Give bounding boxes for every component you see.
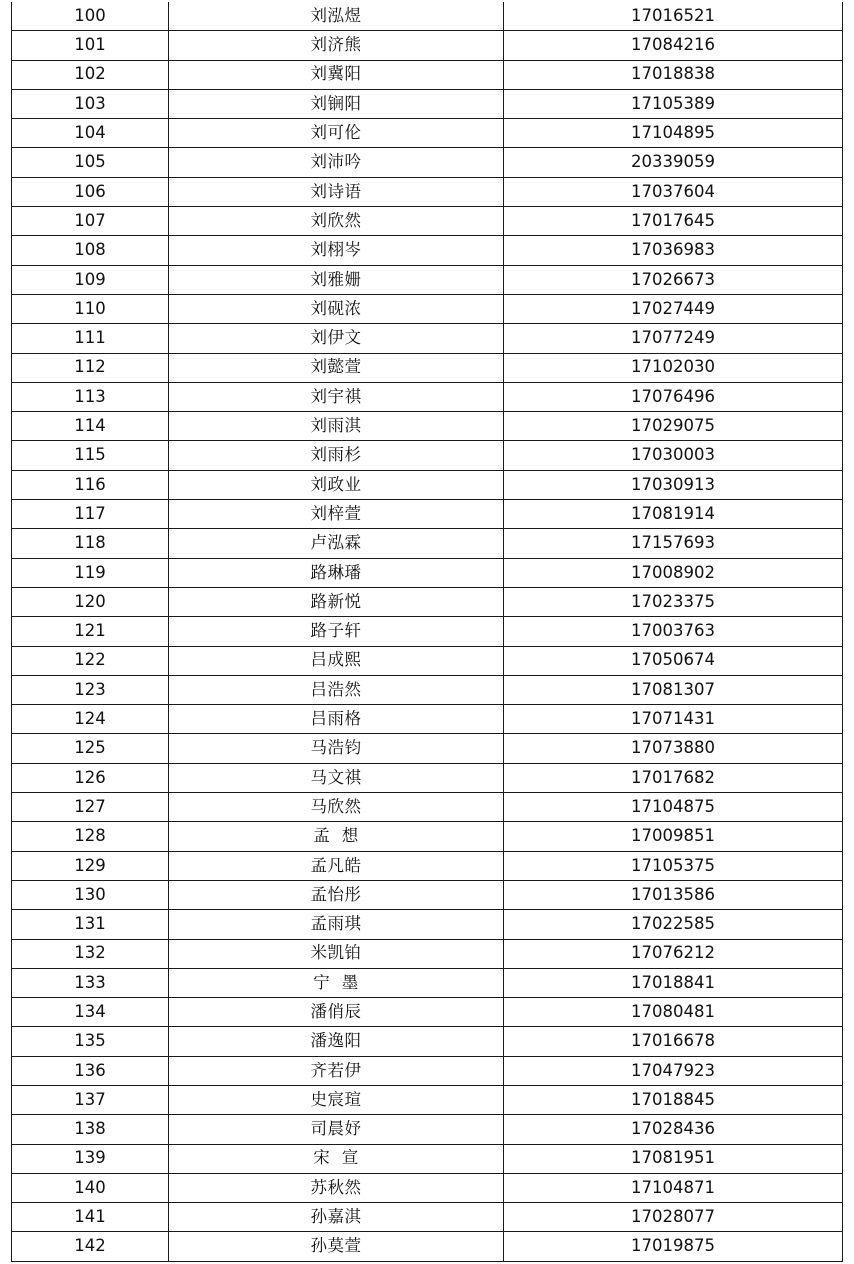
row-number-cell: 100 [12,2,169,31]
student-id-cell: 17013586 [504,880,843,909]
row-number-cell: 129 [12,851,169,880]
table-row [12,880,843,909]
table-row [12,617,843,646]
row-number-cell: 113 [12,382,169,411]
student-name-cell: 孟怡彤 [169,880,504,909]
row-number-cell: 118 [12,529,169,558]
student-id-cell: 17003763 [504,617,843,646]
student-name-cell: 刘雨杉 [169,441,504,470]
table-row [12,148,843,177]
row-number-cell: 135 [12,1027,169,1056]
student-id-cell: 17076496 [504,382,843,411]
student-id-cell: 17022585 [504,910,843,939]
student-id-cell: 17076212 [504,939,843,968]
row-number-cell: 123 [12,675,169,704]
row-number-cell: 110 [12,294,169,323]
student-id-cell: 17073880 [504,734,843,763]
row-number-cell: 106 [12,177,169,206]
table-row [12,412,843,441]
student-id-cell: 17157693 [504,529,843,558]
student-id-cell: 17036983 [504,236,843,265]
row-number-cell: 134 [12,998,169,1027]
student-name-cell: 孙莫萱 [169,1232,504,1261]
table-row [12,675,843,704]
student-name-cell: 潘逸阳 [169,1027,504,1056]
row-number-cell: 124 [12,705,169,734]
row-number-cell: 107 [12,207,169,236]
table-row [12,1027,843,1056]
table-row [12,500,843,529]
table-row [12,60,843,89]
row-number-cell: 114 [12,412,169,441]
student-id-cell: 17028077 [504,1203,843,1232]
row-number-cell: 142 [12,1232,169,1261]
row-number-cell: 115 [12,441,169,470]
table-row [12,558,843,587]
table-row [12,793,843,822]
student-name-cell: 刘泓煜 [169,2,504,31]
student-id-cell: 17018845 [504,1085,843,1114]
row-number-cell: 104 [12,119,169,148]
table-row [12,324,843,353]
student-id-cell: 17018838 [504,60,843,89]
table-row [12,441,843,470]
student-name-cell: 马文祺 [169,763,504,792]
student-name-cell: 齐若伊 [169,1056,504,1085]
student-id-cell: 17071431 [504,705,843,734]
row-number-cell: 119 [12,558,169,587]
table-row [12,294,843,323]
student-name-cell: 刘可伦 [169,119,504,148]
student-name-cell: 刘栩岑 [169,236,504,265]
student-id-cell: 17016678 [504,1027,843,1056]
student-name-cell: 米凯铂 [169,939,504,968]
table-row [12,1203,843,1232]
student-id-cell: 17037604 [504,177,843,206]
student-id-cell: 17026673 [504,265,843,294]
student-name-cell: 刘砚浓 [169,294,504,323]
row-number-cell: 131 [12,910,169,939]
table-row [12,734,843,763]
table-row [12,2,843,31]
row-number-cell: 127 [12,793,169,822]
row-number-cell: 117 [12,500,169,529]
student-name-cell: 刘懿萱 [169,353,504,382]
table-row [12,705,843,734]
student-id-cell: 17104895 [504,119,843,148]
table-row [12,1144,843,1173]
table-row [12,1115,843,1144]
table-row [12,763,843,792]
student-name-cell: 孟凡皓 [169,851,504,880]
table-row [12,529,843,558]
row-number-cell: 140 [12,1173,169,1202]
student-name-cell: 路新悦 [169,587,504,616]
row-number-cell: 133 [12,968,169,997]
student-name-cell: 刘雅姗 [169,265,504,294]
table-row [12,939,843,968]
table-row [12,177,843,206]
student-name-cell: 马欣然 [169,793,504,822]
student-name-cell: 刘锎阳 [169,89,504,118]
table-body [12,2,843,1261]
table-row [12,470,843,499]
row-number-cell: 101 [12,31,169,60]
student-name-cell: 刘宇祺 [169,382,504,411]
table-row [12,119,843,148]
student-id-cell: 17029075 [504,412,843,441]
table-row [12,968,843,997]
student-id-cell: 17019875 [504,1232,843,1261]
row-number-cell: 105 [12,148,169,177]
row-number-cell: 141 [12,1203,169,1232]
student-id-cell: 17104871 [504,1173,843,1202]
student-name-cell: 刘诗语 [169,177,504,206]
table-row [12,382,843,411]
table-row [12,822,843,851]
table-row [12,353,843,382]
row-number-cell: 137 [12,1085,169,1114]
row-number-cell: 120 [12,587,169,616]
student-id-cell: 17105375 [504,851,843,880]
student-name-cell: 吕雨格 [169,705,504,734]
student-id-cell: 17030003 [504,441,843,470]
student-name-cell: 刘冀阳 [169,60,504,89]
student-name-cell: 刘政业 [169,470,504,499]
table-row [12,1173,843,1202]
student-id-cell: 17008902 [504,558,843,587]
student-id-cell: 17027449 [504,294,843,323]
row-number-cell: 116 [12,470,169,499]
student-name-cell: 刘济熊 [169,31,504,60]
table-row [12,31,843,60]
table-row [12,1232,843,1261]
student-name-cell: 路子轩 [169,617,504,646]
student-id-cell: 17102030 [504,353,843,382]
table-row [12,998,843,1027]
row-number-cell: 111 [12,324,169,353]
student-name-cell: 孟 想 [169,822,504,851]
student-id-cell: 17030913 [504,470,843,499]
row-number-cell: 128 [12,822,169,851]
row-number-cell: 121 [12,617,169,646]
student-id-cell: 17016521 [504,2,843,31]
student-name-cell: 刘伊文 [169,324,504,353]
student-name-cell: 吕成熙 [169,646,504,675]
student-name-cell: 刘欣然 [169,207,504,236]
student-name-cell: 刘梓萱 [169,500,504,529]
student-name-cell: 卢泓霖 [169,529,504,558]
student-id-cell: 17104875 [504,793,843,822]
student-name-cell: 路琳璠 [169,558,504,587]
row-number-cell: 112 [12,353,169,382]
table-row [12,89,843,118]
student-id-cell: 17028436 [504,1115,843,1144]
student-name-cell: 马浩钧 [169,734,504,763]
table-row [12,910,843,939]
student-id-cell: 17050674 [504,646,843,675]
student-id-cell: 17017645 [504,207,843,236]
row-number-cell: 132 [12,939,169,968]
table-row [12,646,843,675]
student-id-cell: 17023375 [504,587,843,616]
table-row [12,587,843,616]
student-id-cell: 17018841 [504,968,843,997]
student-name-cell: 宁 墨 [169,968,504,997]
table-row [12,1056,843,1085]
row-number-cell: 102 [12,60,169,89]
student-name-cell: 史宸瑄 [169,1085,504,1114]
table-row [12,265,843,294]
student-id-cell: 17105389 [504,89,843,118]
student-id-cell: 17009851 [504,822,843,851]
student-id-cell: 17017682 [504,763,843,792]
student-id-cell: 17080481 [504,998,843,1027]
student-name-cell: 孟雨琪 [169,910,504,939]
table-row [12,236,843,265]
table-row [12,851,843,880]
student-id-cell: 17084216 [504,31,843,60]
student-id-cell: 17077249 [504,324,843,353]
student-name-cell: 吕浩然 [169,675,504,704]
student-name-cell: 宋 宣 [169,1144,504,1173]
row-number-cell: 122 [12,646,169,675]
student-id-cell: 17081914 [504,500,843,529]
row-number-cell: 139 [12,1144,169,1173]
table-row [12,207,843,236]
row-number-cell: 108 [12,236,169,265]
row-number-cell: 125 [12,734,169,763]
row-number-cell: 103 [12,89,169,118]
student-name-cell: 潘俏辰 [169,998,504,1027]
student-name-cell: 刘雨淇 [169,412,504,441]
student-id-cell: 20339059 [504,148,843,177]
student-id-cell: 17081307 [504,675,843,704]
student-id-cell: 17047923 [504,1056,843,1085]
table-row [12,1085,843,1114]
student-name-cell: 孙嘉淇 [169,1203,504,1232]
student-name-cell: 刘沛吟 [169,148,504,177]
row-number-cell: 130 [12,880,169,909]
row-number-cell: 109 [12,265,169,294]
row-number-cell: 136 [12,1056,169,1085]
row-number-cell: 138 [12,1115,169,1144]
student-name-cell: 司晨妤 [169,1115,504,1144]
student-roster-table [11,2,843,1262]
student-name-cell: 苏秋然 [169,1173,504,1202]
row-number-cell: 126 [12,763,169,792]
student-id-cell: 17081951 [504,1144,843,1173]
